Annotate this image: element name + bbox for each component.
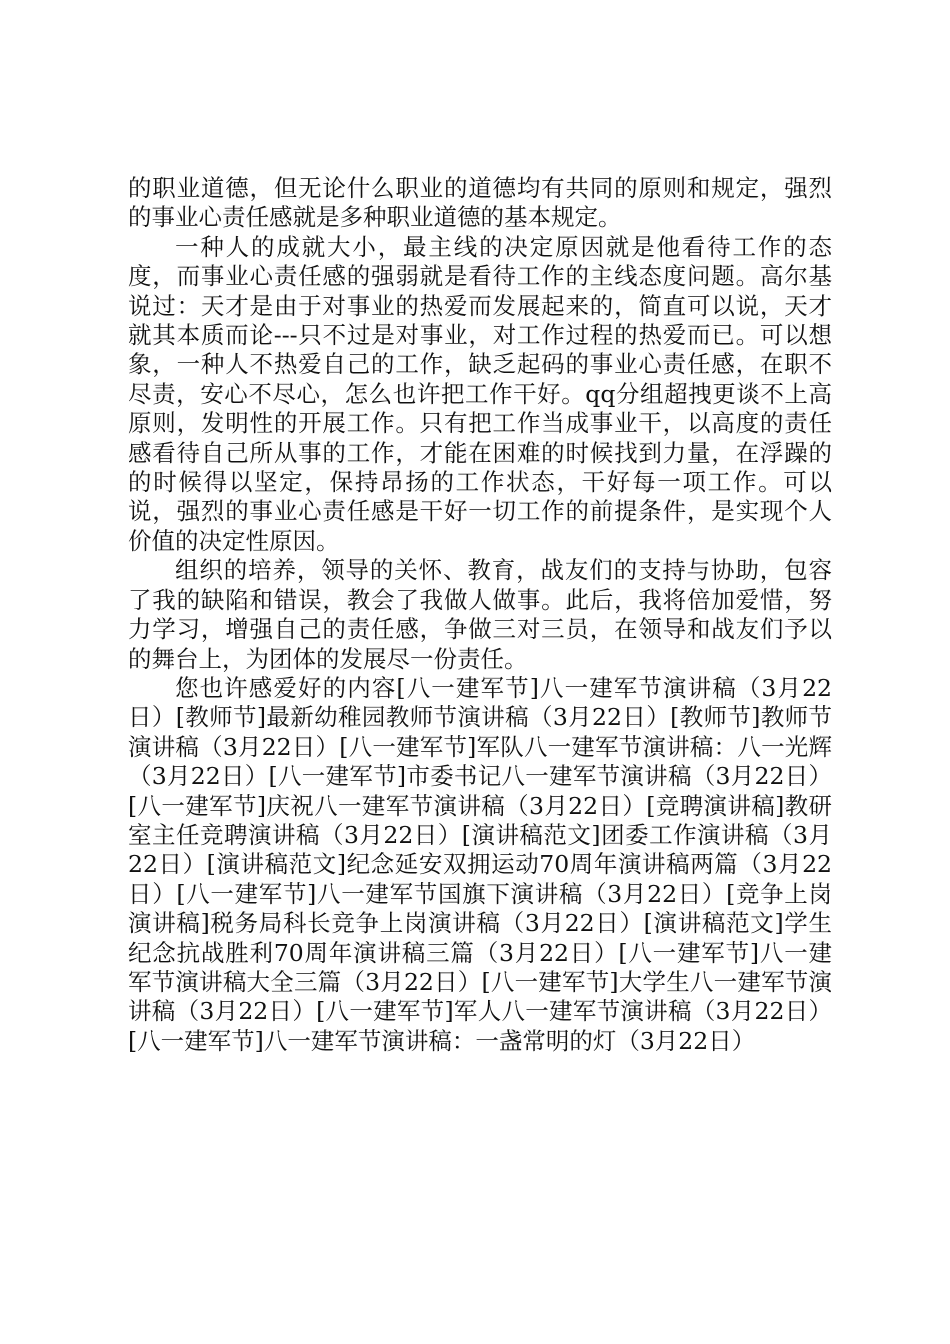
paragraph-attitude: 一种人的成就大小，最主线的决定原因就是他看待工作的态度，而事业心责任感的强弱就是看待工作的主线态度问题。高尔基说过：天才是由于对事业的热爱而发展起来的，简直可以说，天才就其本质而论---只不过是对事业，对工作过程的热爱而已。可以想象，一种人不热爱自己的工作，缺乏起码的事业心责任感，在职不尽责，安心不尽心，怎么也许把工作干好。qq分组超拽更谈不上高原则，发明性的开展工作。只有把工作当成事业干，以高度的责任感看待自己所从事的工作，才能在困难的时候找到力量，在浮躁的的时候得以坚定，保持昂扬的工作状态，干好每一项工作。可以说，强烈的事业心责任感是干好一切工作的前提条件，是实现个人价值的决定性原因。	[128, 232, 832, 555]
paragraph-continuation: 的职业道德，但无论什么职业的道德均有共同的原则和规定，强烈的事业心责任感就是多种职业道德的基本规定。	[128, 174, 832, 232]
paragraph-gratitude: 组织的培养，领导的关怀、教育，战友们的支持与协助，包容了我的缺陷和错误，教会了我做人做事。此后，我将倍加爱惜，努力学习，增强自己的责任感，争做三对三员，在领导和战友们予以的舞台上，为团体的发展尽一份责任。	[128, 556, 832, 673]
paragraph-related-content: 您也许感爱好的内容[八一建军节]八一建军节演讲稿（3月22日）[教师节]最新幼稚园教师节演讲稿（3月22日）[教师节]教师节演讲稿（3月22日）[八一建军节]军队八一建军节演讲稿：八一光辉（3月22日）[八一建军节]市委书记八一建军节演讲稿（3月22日）[八一建军节]庆祝八一建军节演讲稿（3月22日）[竞聘演讲稿]教研室主任竞聘演讲稿（3月22日）[演讲稿范文]团委工作演讲稿（3月22日）[演讲稿范文]纪念延安双拥运动70周年演讲稿两篇（3月22日）[八一建军节]八一建军节国旗下演讲稿（3月22日）[竞争上岗演讲稿]税务局科长竞争上岗演讲稿（3月22日）[演讲稿范文]学生纪念抗战胜利70周年演讲稿三篇（3月22日）[八一建军节]八一建军节演讲稿大全三篇（3月22日）[八一建军节]大学生八一建军节演讲稿（3月22日）[八一建军节]军人八一建军节演讲稿（3月22日）[八一建军节]八一建军节演讲稿：一盏常明的灯（3月22日）	[128, 673, 832, 1055]
document-page	[128, 174, 832, 1056]
